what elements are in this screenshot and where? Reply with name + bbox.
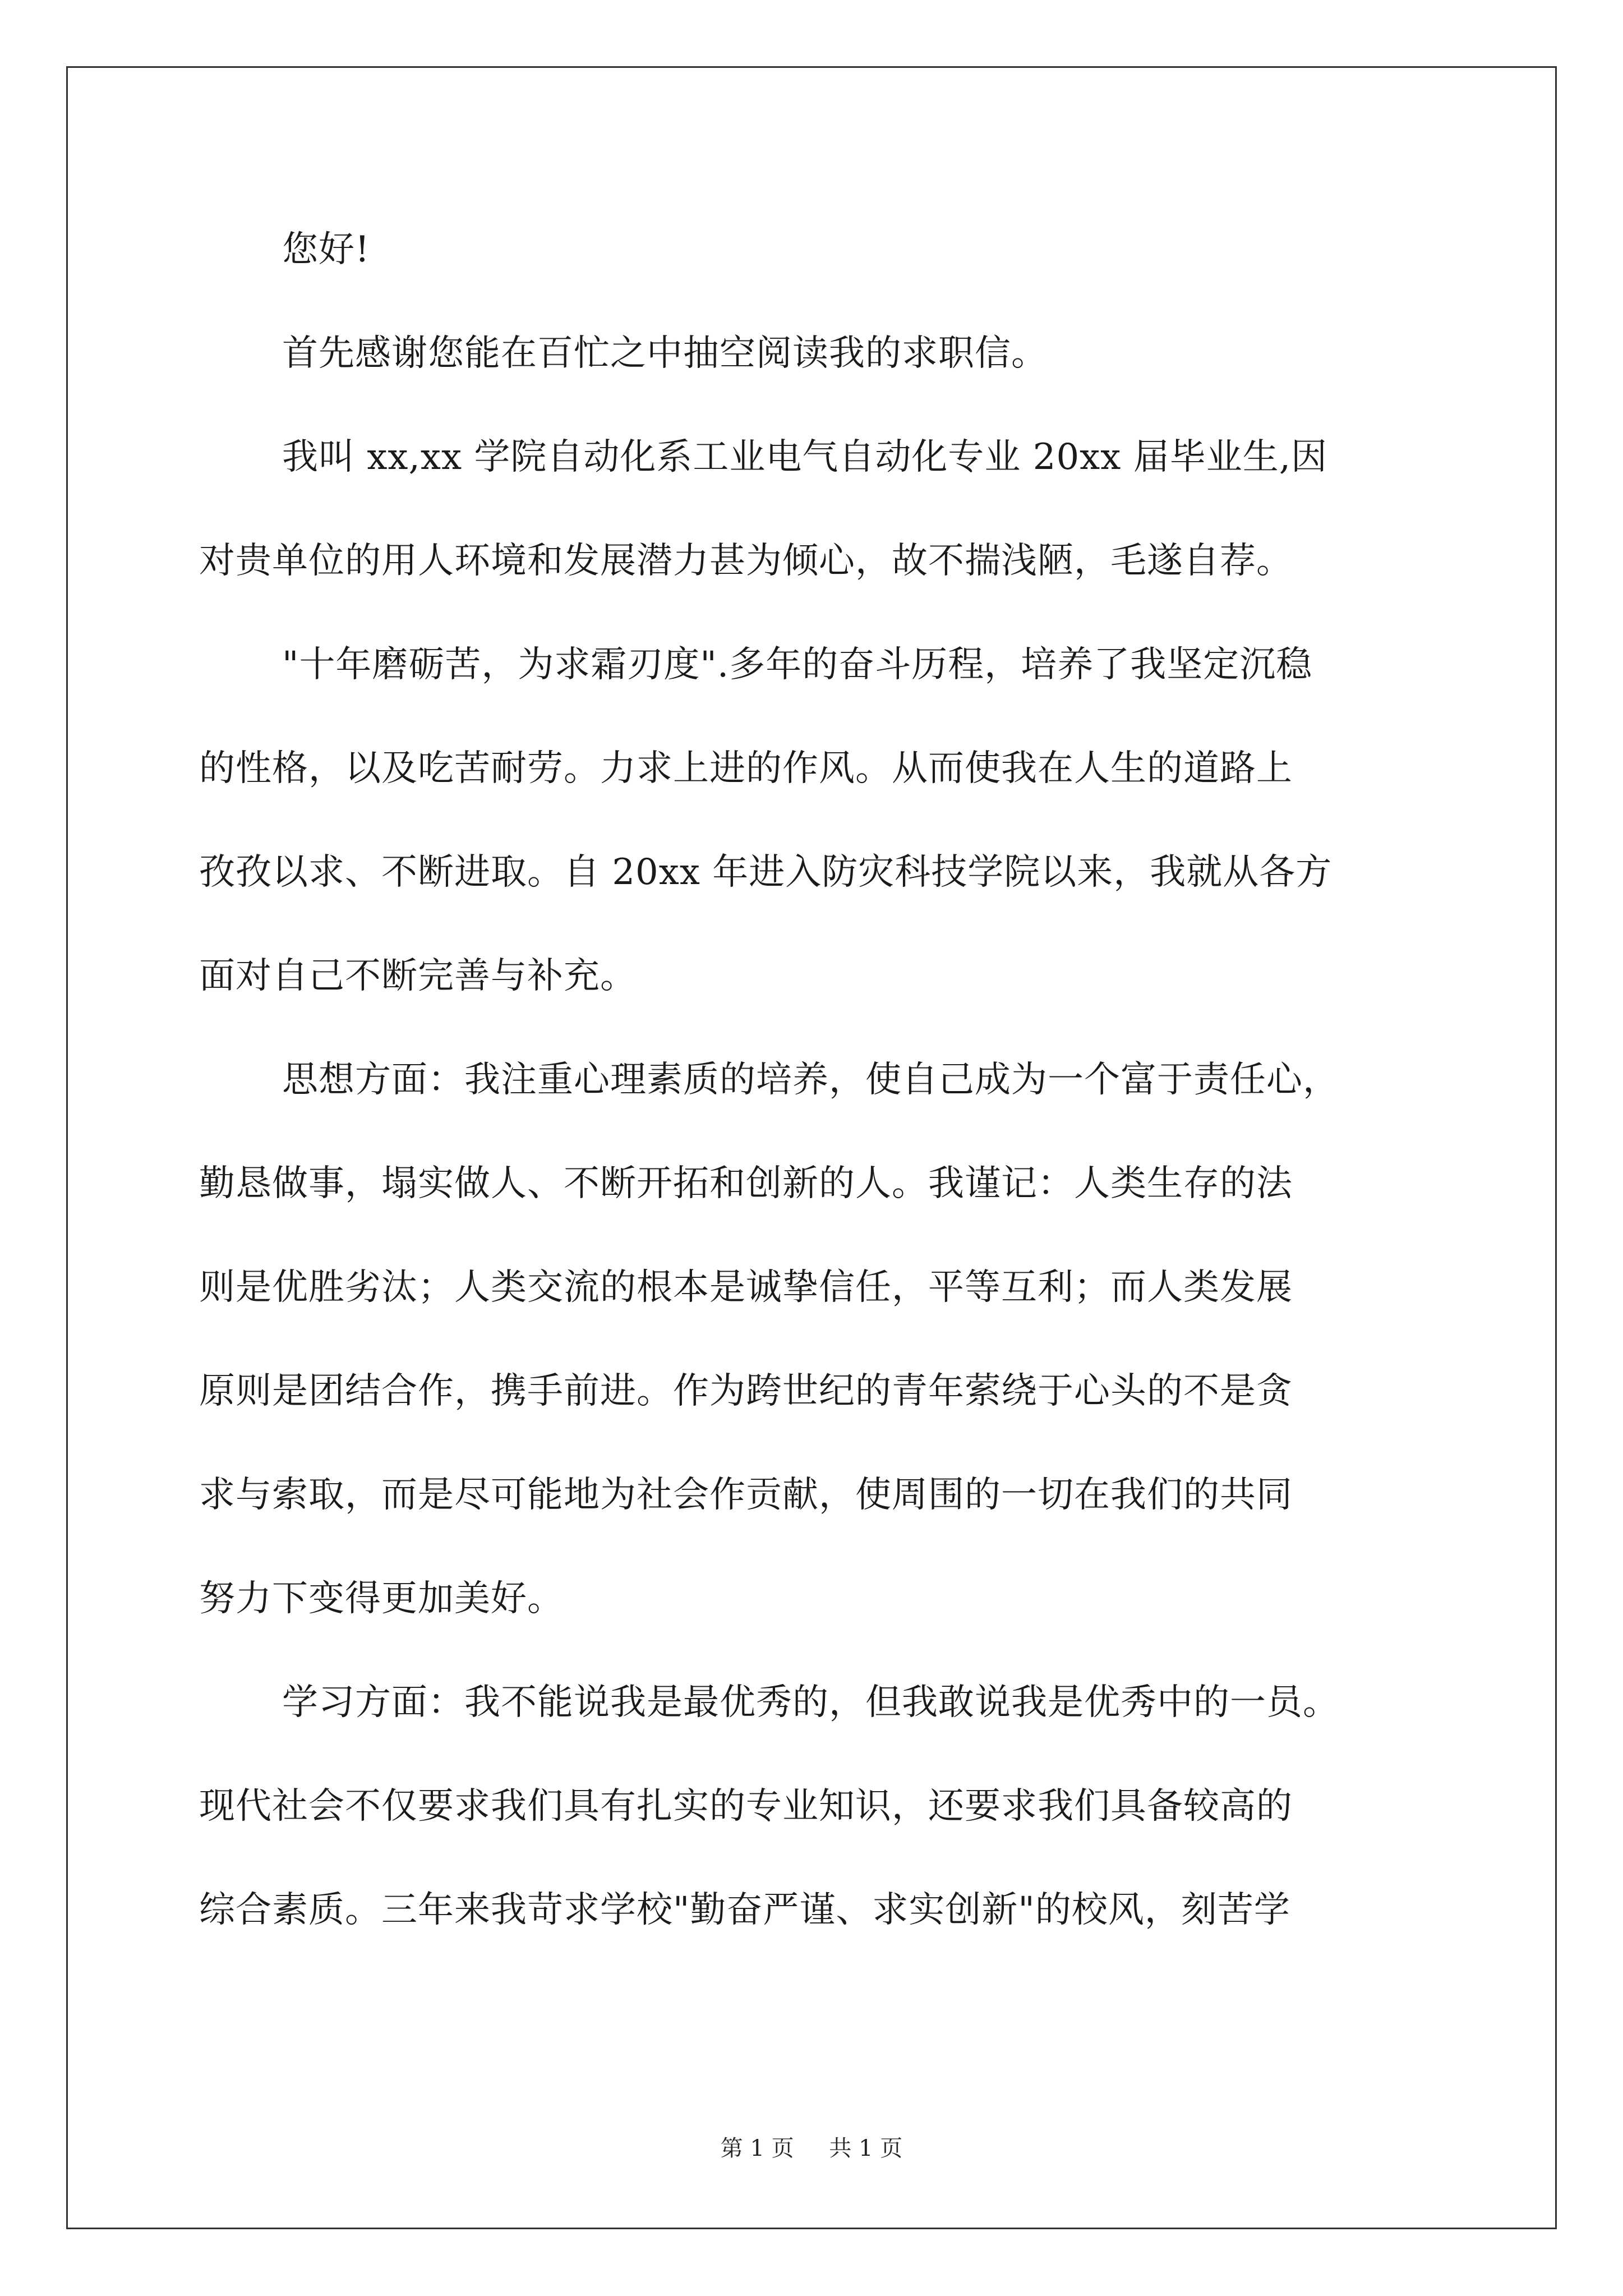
text-line: 现代社会不仅要求我们具有扎实的专业知识，还要求我们具备较高的 (199, 1786, 1293, 1827)
text-line: 求与索取，而是尽可能地为社会作贡献，使周围的一切在我们的共同 (199, 1474, 1293, 1516)
total-pages: 共 1 页 (829, 2136, 903, 2161)
text-line: 对贵单位的用人环境和发展潜力甚为倾心，故不揣浅陋，毛遂自荐。 (199, 540, 1293, 582)
text-line: 综合素质。三年来我苛求学校"勤奋严谨、求实创新"的校风，刻苦学 (199, 1889, 1290, 1931)
text-line: 面对自己不断完善与补充。 (199, 955, 637, 997)
page-footer (0, 2132, 1623, 2165)
text-line: 原则是团结合作，携手前进。作为跨世纪的青年萦绕于心头的不是贪 (199, 1370, 1293, 1412)
text-line: 的性格，以及吃苦耐劳。力求上进的作风。从而使我在人生的道路上 (199, 748, 1293, 789)
page-number: 第 1 页 (720, 2136, 794, 2161)
text-line: 思想方面：我注重心理素质的培养，使自己成为一个富于责任心， (282, 1059, 1339, 1101)
text-line: 学习方面：我不能说我是最优秀的，但我敢说我是优秀中的一员。 (282, 1682, 1339, 1723)
greeting-line: 您好! (282, 229, 370, 270)
text-line: 则是优胜劣汰；人类交流的根本是诚挚信任，平等互利；而人类发展 (199, 1267, 1293, 1308)
text-line: 首先感谢您能在百忙之中抽空阅读我的求职信。 (282, 333, 1048, 374)
text-line: 努力下变得更加美好。 (199, 1578, 564, 1619)
text-line: 勤恳做事，塌实做人、不断开拓和创新的人。我谨记：人类生存的法 (199, 1163, 1293, 1204)
text-line: "十年磨砺苦，为求霜刃度".多年的奋斗历程，培养了我坚定沉稳 (282, 644, 1313, 685)
text-line: 孜孜以求、不断进取。自 20xx 年进入防灾科技学院以来，我就从各方 (199, 852, 1332, 893)
text-line: 我叫 xx,xx 学院自动化系工业电气自动化专业 20xx 届毕业生,因 (282, 436, 1328, 478)
